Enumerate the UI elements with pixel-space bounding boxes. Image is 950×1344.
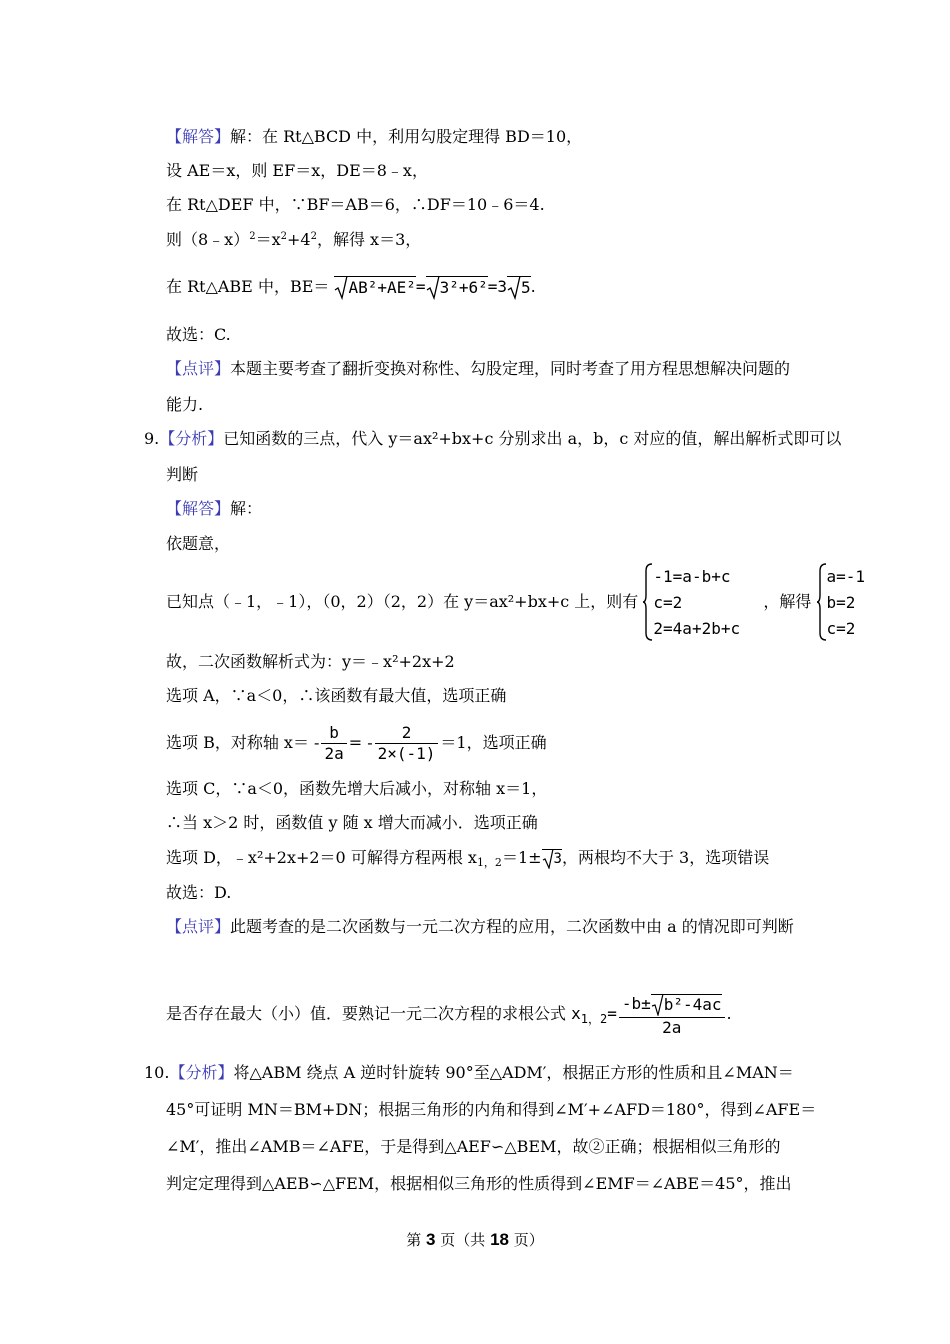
fraction-2-over: $\frac{2}{2\times(-1)}$ [375, 723, 439, 764]
q10-number: 10. [144, 1063, 170, 1082]
page-total: 18 [490, 1230, 509, 1249]
answer-choice: 故选：C. [166, 325, 231, 344]
q9-answer-line: 【解答】解： [166, 499, 263, 518]
comment-tag: 【点评】 [166, 917, 231, 936]
answer-line-2: 设 AE＝x，则 EF＝x，DE＝8﹣x， [166, 161, 428, 180]
answer-line-1: 【解答】解：在 Rt△BCD 中，利用勾股定理得 BD＝10， [166, 127, 583, 146]
page-footer: 第 3 页（共 18 页） [406, 1230, 544, 1249]
system-row: -1=a-b+c [653, 567, 731, 586]
equation-system [643, 563, 763, 643]
q9-line-intro: 依题意， [166, 534, 231, 553]
q10-analysis-line-4: 判定定理得到△AEB∽△FEM，根据相似三角形的性质得到∠EMF＝∠ABE＝45°，推出 [166, 1174, 792, 1193]
q9-number: 9. [144, 429, 160, 448]
quadratic-formula: -b± b²-4ac 2a [619, 991, 725, 1038]
q9-option-c: 选项 C，∵a＜0，函数先增大后减小，对称轴 x＝1， [166, 779, 548, 798]
comment-line-1: 【点评】本题主要考查了翻折变换对称性、勾股定理，同时考查了用方程思想解决问题的 [166, 359, 791, 378]
fraction-b-2a: $\frac{b}{2a}$ [321, 723, 346, 764]
answer-tag: 【解答】 [166, 127, 231, 146]
q9-option-c-2: ∴当 x＞2 时，函数值 y 随 x 增大而减小．选项正确 [166, 813, 538, 832]
comment-line-2: 能力. [166, 395, 204, 414]
q9-choice: 故选：D. [166, 883, 232, 902]
q9-analysis-line-1: 9.【分析】已知函数的三点，代入 y＝ax²+bx+c 分别求出 a，b，c 对应的值，解出解析式即可以 [144, 429, 842, 448]
sqrt-5: 5 [507, 276, 531, 299]
q10-analysis-line-3: ∠M′，推出∠AMB＝∠AFE，于是得到△AEF∽△BEM，故②正确；根据相似三角形的 [166, 1137, 781, 1156]
answer-line-3: 在 Rt△DEF 中，∵BF＝AB＝6，∴DF＝10﹣6＝4. [166, 195, 545, 214]
sqrt-3: 3 [542, 849, 562, 868]
analysis-tag: 【分析】 [169, 1063, 234, 1082]
sqrt-3-6: 3²+6² [426, 276, 488, 299]
q9-comment-line-1: 【点评】此题考查的是二次函数与一元二次方程的应用，二次函数中由 a 的情况即可判断 [166, 917, 794, 936]
answer-line-5: 在 Rt△ABE 中，BE＝ AB²+AE²= 3²+6²=3 5. [166, 277, 536, 297]
q9-function-line: 故，二次函数解析式为：y＝﹣x²+2x+2 [166, 652, 455, 671]
solution-row: b=2 [826, 593, 856, 612]
system-row: 2=4a+2b+c [653, 619, 741, 638]
solution-row: a=-1 [826, 567, 866, 586]
q9-option-d: 选项 D，﹣x²+2x+2＝0 可解得方程两根 x1，2＝1± 3，两根均不大于 3，选项错误 [166, 848, 770, 869]
q9-system-line: 已知点（﹣1，﹣1），（0，2）（2，2）在 y＝ax²+bx+c 上，则有 -1=a-b+c c=2 2=4a+2b+c ，解得 a=-1 b=2 c=2 [166, 562, 865, 642]
comment-tag: 【点评】 [166, 359, 231, 378]
solution-row: c=2 [826, 619, 856, 638]
answer-line-4: 则$(8﹣x)^2=x^2+4^2$，解得 x＝3， [166, 230, 422, 249]
q9-analysis-line-2: 判断 [166, 465, 199, 484]
answer-tag: 【解答】 [166, 499, 231, 518]
analysis-tag: 【分析】 [159, 429, 224, 448]
q10-analysis-line-1: 10.【分析】将△ABM 绕点 A 逆时针旋转 90°至△ADM′，根据正方形的性质和且∠MAN＝ [144, 1063, 794, 1082]
q9-option-b: 选项 B，对称轴 x＝ - $\frac{b}{2a}$ = - $\frac{2}{2\times(-1)}$ ＝1，选项正确 [166, 723, 547, 763]
page-number: 3 [426, 1230, 436, 1249]
sqrt-discriminant: b²-4ac [651, 994, 722, 1015]
q9-comment-line-2: 是否存在最大（小）值．要熟记一元二次方程的求根公式 $x_{1,2}=$ -b± b²-4ac 2a . [166, 986, 732, 1047]
system-row: c=2 [653, 593, 683, 612]
sqrt-ab-ae: AB²+AE² [334, 276, 415, 299]
solution-system [817, 563, 866, 643]
q10-analysis-line-2: 45°可证明 MN＝BM+DN；根据三角形的内角和得到∠M′+∠AFD＝180°，得到∠AFE＝ [166, 1100, 817, 1119]
q9-option-a: 选项 A，∵a＜0，∴该函数有最大值，选项正确 [166, 686, 507, 705]
